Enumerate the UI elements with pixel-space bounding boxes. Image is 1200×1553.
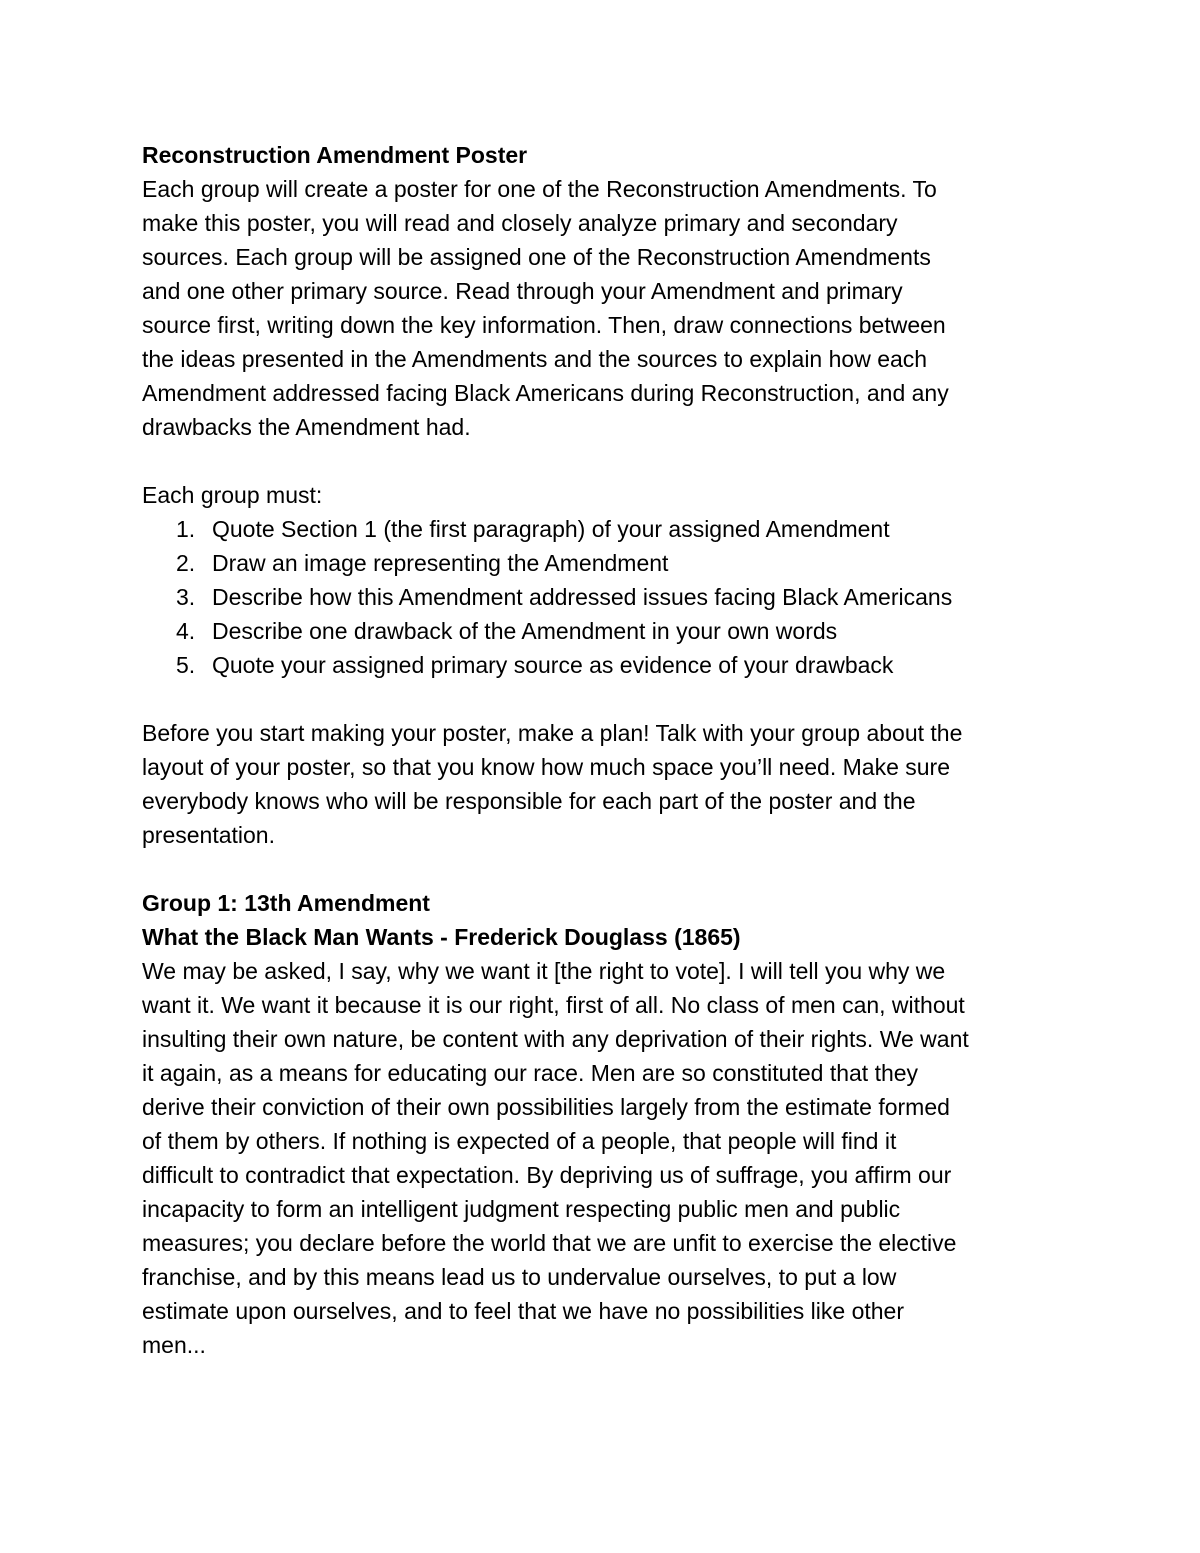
- paragraph-spacer: [142, 682, 1072, 716]
- quote-line: it again, as a means for educating our race. Men are so constituted that they: [142, 1060, 919, 1086]
- plan-line: presentation.: [142, 822, 275, 848]
- list-item-number: 3.: [176, 584, 196, 610]
- list-item-text: Describe how this Amendment addressed issues facing Black Americans: [212, 584, 953, 610]
- requirements-list: [142, 512, 1072, 682]
- plan-line: layout of your poster, so that you know how much space you’ll need. Make sure: [142, 754, 950, 780]
- paragraph-spacer: [142, 852, 1072, 886]
- intro-line: Amendment addressed facing Black Americans during Reconstruction, and any: [142, 380, 949, 406]
- group-heading: Group 1: 13th Amendment: [142, 890, 430, 916]
- paragraph-spacer: [142, 444, 1072, 478]
- list-item: [142, 546, 1072, 580]
- document-title: Reconstruction Amendment Poster: [142, 142, 528, 168]
- intro-paragraph: [142, 172, 1072, 444]
- quote-line: estimate upon ourselves, and to feel that we have no possibilities like other: [142, 1298, 904, 1324]
- list-item-number: 4.: [176, 618, 196, 644]
- source-heading: What the Black Man Wants - Frederick Douglass (1865): [142, 924, 741, 950]
- quote-line: of them by others. If nothing is expected of a people, that people will find it: [142, 1128, 897, 1154]
- list-item: [142, 614, 1072, 648]
- plan-line: Before you start making your poster, make a plan! Talk with your group about the: [142, 720, 963, 746]
- quote-line: difficult to contradict that expectation. By depriving us of suffrage, you affirm our: [142, 1162, 952, 1188]
- intro-line: sources. Each group will be assigned one of the Reconstruction Amendments: [142, 244, 931, 270]
- intro-line: Each group will create a poster for one of the Reconstruction Amendments. To: [142, 176, 937, 202]
- intro-line: source first, writing down the key information. Then, draw connections between: [142, 312, 946, 338]
- intro-line: and one other primary source. Read through your Amendment and primary: [142, 278, 903, 304]
- quote-line: incapacity to form an intelligent judgment respecting public men and public: [142, 1196, 901, 1222]
- requirements-heading: Each group must:: [142, 482, 323, 508]
- quote-line: insulting their own nature, be content with any deprivation of their rights. We want: [142, 1026, 969, 1052]
- list-item-number: 2.: [176, 550, 196, 576]
- quote-line: want it. We want it because it is our right, first of all. No class of men can, without: [142, 992, 965, 1018]
- list-item: [142, 648, 1072, 682]
- quote-paragraph: [142, 954, 1072, 1362]
- plan-line: everybody knows who will be responsible for each part of the poster and the: [142, 788, 916, 814]
- quote-line: derive their conviction of their own possibilities largely from the estimate formed: [142, 1094, 950, 1120]
- list-item-text: Draw an image representing the Amendment: [212, 550, 669, 576]
- list-item-text: Quote Section 1 (the first paragraph) of your assigned Amendment: [212, 516, 890, 542]
- list-item-number: 5.: [176, 652, 196, 678]
- list-item: [142, 580, 1072, 614]
- list-item: [142, 512, 1072, 546]
- quote-line: franchise, and by this means lead us to undervalue ourselves, to put a low: [142, 1264, 897, 1290]
- list-item-text: Quote your assigned primary source as evidence of your drawback: [212, 652, 894, 678]
- quote-line: men...: [142, 1332, 206, 1358]
- list-item-number: 1.: [176, 516, 196, 542]
- list-item-text: Describe one drawback of the Amendment in your own words: [212, 618, 838, 644]
- document-body: [142, 138, 1072, 1362]
- quote-line: measures; you declare before the world that we are unfit to exercise the elective: [142, 1230, 957, 1256]
- quote-line: We may be asked, I say, why we want it [the right to vote]. I will tell you why we: [142, 958, 946, 984]
- intro-line: make this poster, you will read and closely analyze primary and secondary: [142, 210, 898, 236]
- intro-line: drawbacks the Amendment had.: [142, 414, 471, 440]
- intro-line: the ideas presented in the Amendments and the sources to explain how each: [142, 346, 928, 372]
- plan-paragraph: [142, 716, 1072, 852]
